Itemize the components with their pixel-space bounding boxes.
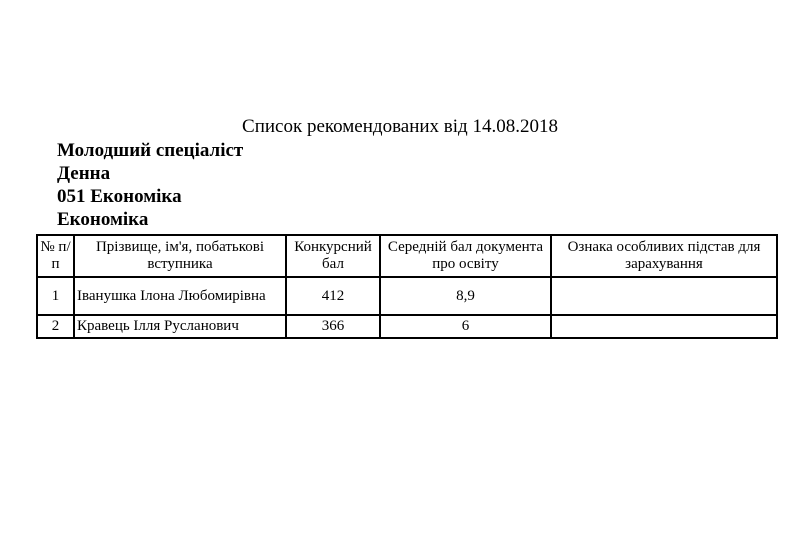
cell-score: 412: [286, 277, 380, 315]
cell-num: 1: [37, 277, 74, 315]
header-avg: Середній бал документа про освіту: [380, 235, 551, 277]
table-row: [37, 315, 777, 338]
cell-avg: 6: [380, 315, 551, 338]
program-label: Економіка: [57, 209, 149, 230]
page-title: Список рекомендованих від 14.08.2018: [242, 116, 558, 137]
header-score: Конкурсний бал: [286, 235, 380, 277]
header-num: № п/п: [37, 235, 74, 277]
cell-name: Кравець Ілля Русланович: [74, 315, 286, 338]
specialty-label: 051 Економіка: [57, 186, 182, 207]
header-name: Прізвище, ім'я, побатькові вступника: [74, 235, 286, 277]
study-form-label: Денна: [57, 163, 111, 184]
cell-name: Іванушка Ілона Любомирівна: [74, 277, 286, 315]
recommended-list-table: [36, 234, 778, 339]
cell-special: [551, 277, 777, 315]
table-row: [37, 277, 777, 315]
header-special: Ознака особливих підстав для зарахування: [551, 235, 777, 277]
cell-score: 366: [286, 315, 380, 338]
cell-special: [551, 315, 777, 338]
cell-num: 2: [37, 315, 74, 338]
degree-label: Молодший спеціаліст: [57, 140, 244, 161]
cell-avg: 8,9: [380, 277, 551, 315]
table-header-row: [37, 235, 777, 277]
